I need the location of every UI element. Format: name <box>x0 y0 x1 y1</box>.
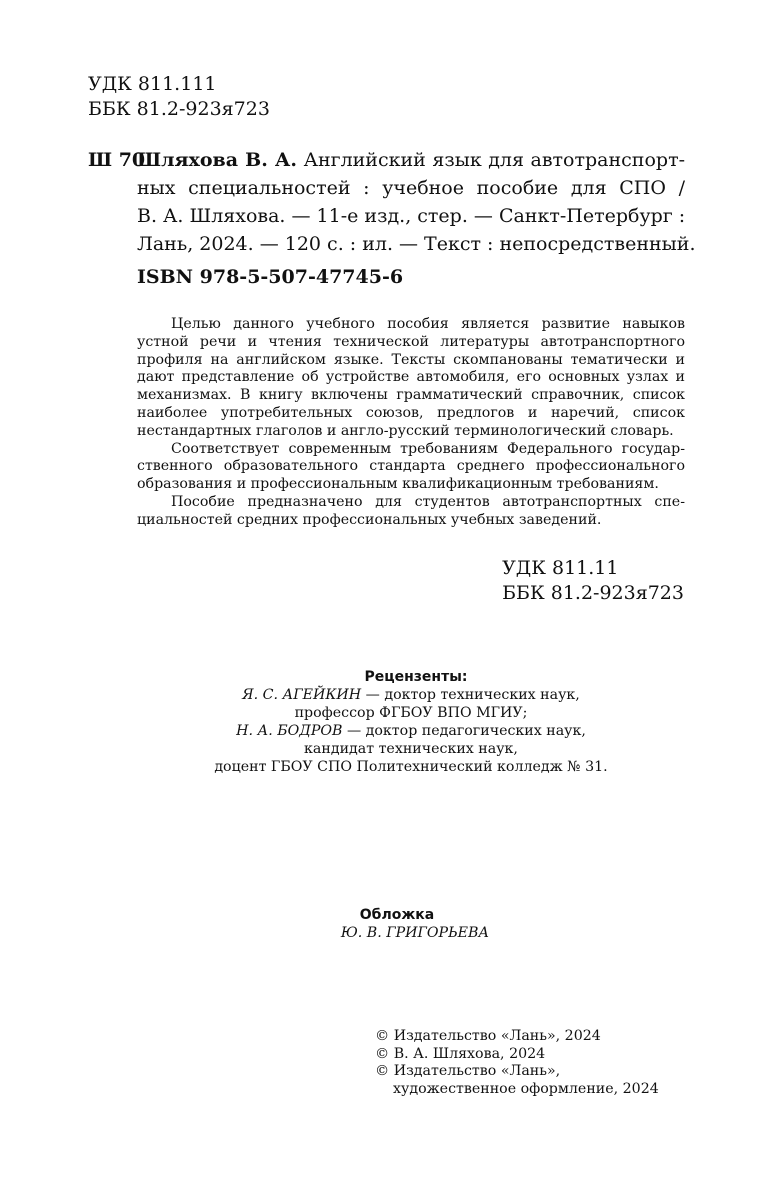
classification-bottom <box>502 556 684 606</box>
classification-top <box>88 72 270 122</box>
annotation-line: дают представление об устройстве автомобиля, его основных узлах и <box>137 369 685 386</box>
reviewer-2-name: Н. А. БОДРОВ <box>236 723 343 739</box>
udk-code: УДК 811.111 <box>88 73 217 95</box>
annotation-line: профиля на английском языке. Тексты скомпанованы тематически и <box>137 351 685 368</box>
reviewer-1-title: — доктор технических наук, <box>361 687 580 703</box>
annotation-line: Соответствует современным требованиям Федерального государ- <box>171 440 685 457</box>
copyright-line: © В. А. Шляхова, 2024 <box>375 1045 546 1062</box>
annotation-line: Целью данного учебного пособия является развитие навыков <box>171 316 685 332</box>
udk-code-bottom: УДК 811.11 <box>502 557 619 579</box>
biblio-line-1 <box>137 146 685 174</box>
biblio-line-3: В. А. Шляхова. — 11-е изд., стер. — Санкт-Петербург : <box>137 205 686 227</box>
cover-heading: Обложка <box>359 907 435 923</box>
annotation <box>137 316 685 530</box>
reviewer-1-name: Я. С. АГЕЙКИН <box>242 687 362 703</box>
biblio-line-4: Лань, 2024. — 120 с. : ил. — Текст : непосредственный. <box>137 233 696 255</box>
annotation-line: нестандартных глаголов и англо-русский терминологический словарь. <box>137 422 674 439</box>
biblio-title: Английский язык для автотранспорт- <box>297 149 685 171</box>
biblio-author: Шляхова В. А. <box>137 149 298 171</box>
reviewers-block <box>137 668 685 776</box>
annotation-line: наиболее употребительных союзов, предлогов и наречий, список <box>137 404 685 421</box>
cover-credit <box>137 906 685 942</box>
bibliographic-record <box>137 146 696 258</box>
annotation-line: устной речи и чтения технической литературы автотранспортного <box>137 333 685 350</box>
reviewer-1-position: профессор ФГБОУ ВПО МГИУ; <box>294 705 528 721</box>
cover-designer: Ю. В. ГРИГОРЬЕВА <box>340 925 490 941</box>
reviewer-1 <box>137 686 685 704</box>
reviewer-2-position: доцент ГБОУ СПО Политехнический колледж № 31. <box>214 759 608 775</box>
annotation-line: механизмах. В книгу включены грамматический справочник, список <box>137 387 685 404</box>
copyright-block <box>375 1028 659 1098</box>
copyright-line: художественное оформление, 2024 <box>393 1080 659 1097</box>
reviewer-2 <box>137 722 685 740</box>
author-sign: Ш 70 <box>88 149 146 171</box>
isbn: ISBN 978-5-507-47745-6 <box>137 266 404 288</box>
bbk-code-bottom: ББК 81.2-923я723 <box>502 582 684 604</box>
annotation-line: циальностей средних профессиональных учебных заведений. <box>137 511 602 528</box>
copyright-line: © Издательство «Лань», 2024 <box>375 1028 601 1044</box>
reviewer-2-degree: кандидат технических наук, <box>304 741 518 757</box>
annotation-line: Пособие предназначено для студентов автотранспортных спе- <box>171 493 685 510</box>
annotation-line: ственного образовательного стандарта среднего профессионального <box>137 458 685 475</box>
reviewer-2-title: — доктор педагогических наук, <box>342 723 586 739</box>
biblio-line-2: ных специальностей : учебное пособие для СПО / <box>137 177 685 199</box>
bbk-code: ББК 81.2-923я723 <box>88 98 270 120</box>
annotation-line: образования и профессиональным квалификационным требованиям. <box>137 476 659 493</box>
reviewers-heading: Рецензенты: <box>364 669 468 685</box>
copyright-line: © Издательство «Лань», <box>375 1063 561 1079</box>
